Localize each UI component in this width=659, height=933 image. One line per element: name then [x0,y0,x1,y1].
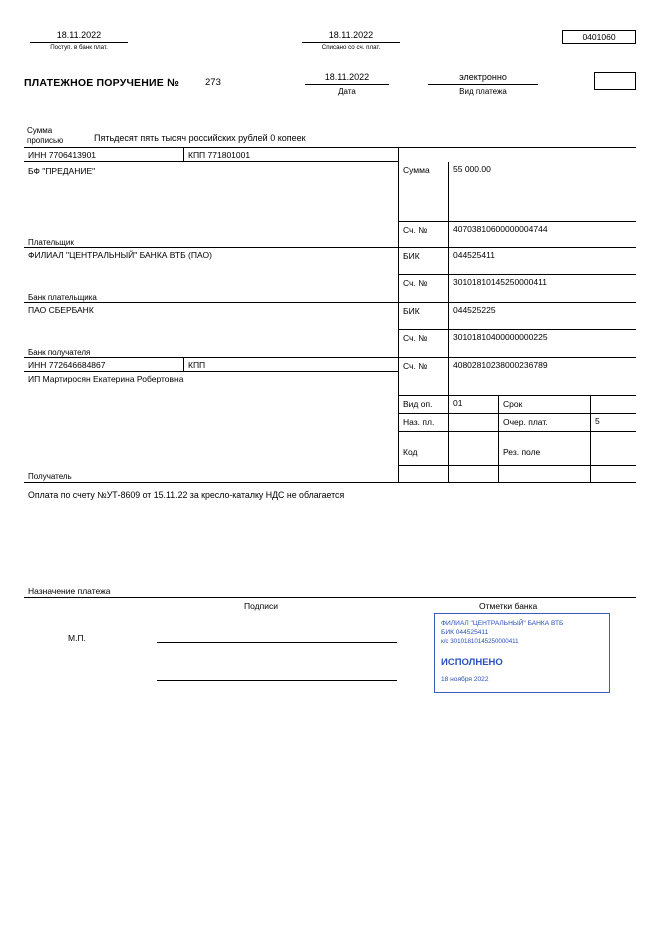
payee-account-label: Сч. № [399,358,449,396]
lower-strip-3 [499,466,591,482]
top-dates-row [24,30,636,54]
payer-name: БФ "ПРЕДАНИЕ" [28,166,96,176]
bank-stamp-bic: БИК 044525411 [441,629,489,636]
bank-execution-stamp [434,613,610,693]
payee-inn-label: ИНН [28,360,47,370]
op-kind-value: 01 [449,396,499,414]
debited-date-caption: Списано со сч. плат. [321,44,381,51]
payer-account-value-cell: 40703810600000004744 [449,222,636,248]
payee-bank-bic-label: БИК [399,303,449,330]
reserve-label-text: Рез. поле [503,447,541,457]
amount-in-words-row [24,126,636,148]
payee-bank-bic-value: 044525225 [449,303,636,330]
payee-bank-block [24,303,399,358]
bank-stamp-status: ИСПОЛНЕНО [441,657,503,668]
payer-bank-account-label: Сч. № [399,275,449,303]
reserve-value [591,432,636,466]
payment-kind-value: электронно [428,72,538,85]
received-date-value: 18.11.2022 [30,30,128,43]
sum-value-cell: 55 000.00 [449,162,636,222]
purpose-text: Оплата по счету №УТ-8609 от 15.11.22 за кресло-каталку НДС не облагается [28,490,345,500]
amount-in-words-label-line1: Сумма [27,126,53,135]
bank-stamp-date: 18 ноября 2022 [441,676,489,683]
payer-kpp-value: 771801001 [207,150,251,160]
payee-bank-account-label: Сч. № [399,330,449,358]
payer-name-block [24,162,399,248]
payer-bank-block [24,248,399,303]
payee-caption: Получатель [28,472,72,481]
priority-label: Очер. плат. [499,414,591,432]
amount-in-words-value: Пятьдесят пять тысяч российских рублей 0 копеек [94,133,306,143]
form-code-box: 0401060 [562,30,636,44]
bank-marks-label: Отметки банка [479,601,538,611]
document-date-label: Дата [338,87,356,96]
code-value [449,432,499,466]
payer-kpp-label: КПП [188,150,206,160]
payment-kind-label: Вид платежа [459,87,507,96]
payee-account-value: 40802810238000236789 [449,358,636,396]
lower-strip-1 [399,466,449,482]
priority-value: 5 [591,414,636,432]
payer-bank-bic-value: 044525411 [449,248,636,275]
main-grid [24,148,636,482]
op-kind-label: Вид оп. [399,396,449,414]
payer-account-label-cell: Сч. № [399,222,449,248]
payer-kpp-cell [184,148,399,162]
payer-caption: Плательщик [28,238,74,247]
received-date-field [30,30,128,51]
payer-bank-bic-label: БИК [399,248,449,275]
signature-line-1 [157,642,397,643]
debited-date-field [302,30,400,51]
code-label-text: Код [403,447,418,457]
purpose-code-value [449,414,499,432]
payee-bank-caption: Банк получателя [28,348,91,357]
signatures-label: Подписи [244,601,278,611]
payee-bank-name: ПАО СБЕРБАНК [28,305,94,315]
payee-name: ИП Мартиросян Екатерина Робертовна [28,374,184,384]
term-value [591,396,636,414]
payer-inn-label: ИНН [28,150,47,160]
purpose-label: Назначение платежа [28,586,111,596]
code-label [399,432,449,466]
payment-kind-field [428,72,538,96]
document-date-field [305,72,389,96]
payee-inn-cell [24,358,184,372]
title-row [24,72,636,102]
amount-in-words-label-line2: прописью [27,136,64,145]
bank-stamp-correspondent-account: к/с 30101810145250000411 [441,638,519,645]
payee-kpp-label: КПП [188,360,206,370]
term-label: Срок [499,396,591,414]
sum-label-cell: Сумма [399,162,449,222]
payee-kpp-cell [184,358,399,372]
lower-strip-2 [449,466,499,482]
document-number: 273 [205,77,221,88]
payer-bank-account-value: 30101810145250000411 [449,275,636,303]
bank-stamp-bank-name: ФИЛИАЛ "ЦЕНТРАЛЬНЫЙ" БАНКА ВТБ [441,620,564,627]
stamp-place-note: М.П. [68,633,86,643]
purpose-code-label: Наз. пл. [399,414,449,432]
payment-kind-empty-box [594,72,636,90]
received-date-caption: Поступ. в банк плат. [50,44,108,51]
payer-bank-caption: Банк плательщика [28,293,97,302]
signature-line-2 [157,680,397,681]
payer-bank-name: ФИЛИАЛ "ЦЕНТРАЛЬНЫЙ" БАНКА ВТБ (ПАО) [28,250,212,260]
amount-in-words-label [27,126,89,146]
debited-date-value: 18.11.2022 [302,30,400,43]
lower-strip-4 [591,466,636,482]
payee-inn-value: 772646684867 [48,360,106,370]
payee-bank-account-value: 30101810400000000225 [449,330,636,358]
document-date-value: 18.11.2022 [305,72,389,85]
page-title: ПЛАТЕЖНОЕ ПОРУЧЕНИЕ № [24,77,179,89]
signature-section [24,598,636,708]
reserve-label [499,432,591,466]
payee-name-block [24,372,399,482]
payer-inn-value: 7706413901 [48,150,97,160]
payer-inn-cell [24,148,184,162]
purpose-section [24,482,636,598]
